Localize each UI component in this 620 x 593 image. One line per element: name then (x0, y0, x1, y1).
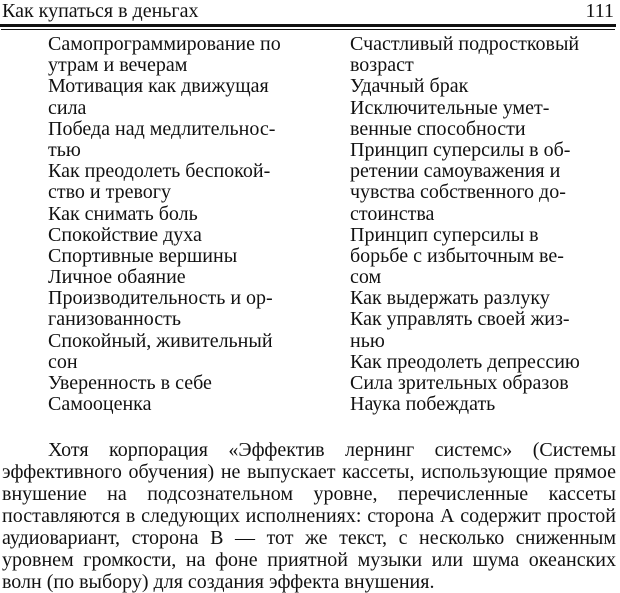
list-line: Сила зрительных образов (350, 372, 569, 394)
list-line: сон (48, 350, 78, 373)
list-line: нью (350, 329, 385, 352)
paragraph-line: уровнем громкости, на фоне приятной музыки или шума океанских (2, 549, 616, 571)
list-line: Как выдержать разлуку (350, 287, 550, 310)
list-line: Как снимать боль (48, 202, 198, 225)
list-line: чувства собственного до- (350, 181, 566, 204)
list-line: Как управлять своей жиз- (350, 308, 570, 331)
paragraph-line: Хотя корпорация «Эффектив лернинг системс» (Системы (48, 439, 616, 461)
body-paragraph (2, 439, 616, 593)
list-line: возраст (350, 54, 414, 77)
list-line: Принцип суперсилы в об- (350, 138, 571, 161)
list-line: сом (350, 266, 382, 289)
list-line: ство и тревогу (48, 181, 171, 204)
list-line: Производительность и ор- (48, 287, 273, 310)
tape-list-left-column (48, 34, 281, 415)
list-line: венные способности (350, 117, 526, 140)
list-line: Исключительные умет- (350, 96, 550, 119)
paragraph-line: волн (по выбору) для создания эффекта внушения. (2, 571, 435, 593)
header-rule (0, 24, 616, 27)
list-line: Как преодолеть беспокой- (48, 160, 271, 183)
list-line: Личное обаяние (48, 266, 186, 289)
list-line: Спортивные вершины (48, 244, 238, 267)
list-line: Уверенность в себе (48, 372, 212, 394)
list-line: Спокойствие духа (48, 223, 202, 246)
list-line: тью (48, 138, 81, 161)
list-line: борьбе с избыточным ве- (350, 244, 564, 267)
list-line: Как преодолеть депрессию (350, 350, 580, 373)
list-line: Наука побеждать (350, 393, 496, 416)
paragraph-line: поставляются в следующих исполнениях: сторона А содержит простой (2, 505, 616, 527)
tape-list-right-column (350, 34, 580, 415)
list-line: утрам и вечерам (48, 54, 188, 77)
list-line: Самооценка (48, 393, 152, 416)
page-number: 111 (585, 0, 614, 22)
list-line: Мотивация как движущая (48, 75, 269, 98)
list-line: сила (48, 96, 87, 119)
list-line: Счастливый подростковый (350, 33, 580, 55)
list-line: Принцип суперсилы в (350, 223, 539, 246)
list-line: стоинства (350, 202, 435, 225)
paragraph-line: внушение на подсознательном уровне, перечисленные кассеты (2, 483, 616, 505)
list-line: Спокойный, живительный (48, 329, 273, 352)
list-line: Победа над медлительнос- (48, 117, 276, 140)
list-line: Самопрограммирование по (48, 33, 281, 55)
paragraph-line: эффективного обучения) не выпускает кассеты, использующие прямое (2, 461, 616, 483)
paragraph-line: аудиовариант, сторона В — тот же текст, с несколько сниженным (2, 527, 616, 549)
running-header (2, 0, 614, 24)
list-line: ретении самоуважения и (350, 160, 561, 183)
running-title: Как купаться в деньгах (2, 0, 199, 22)
list-line: Удачный брак (350, 75, 469, 98)
list-line: ганизованность (48, 308, 181, 331)
